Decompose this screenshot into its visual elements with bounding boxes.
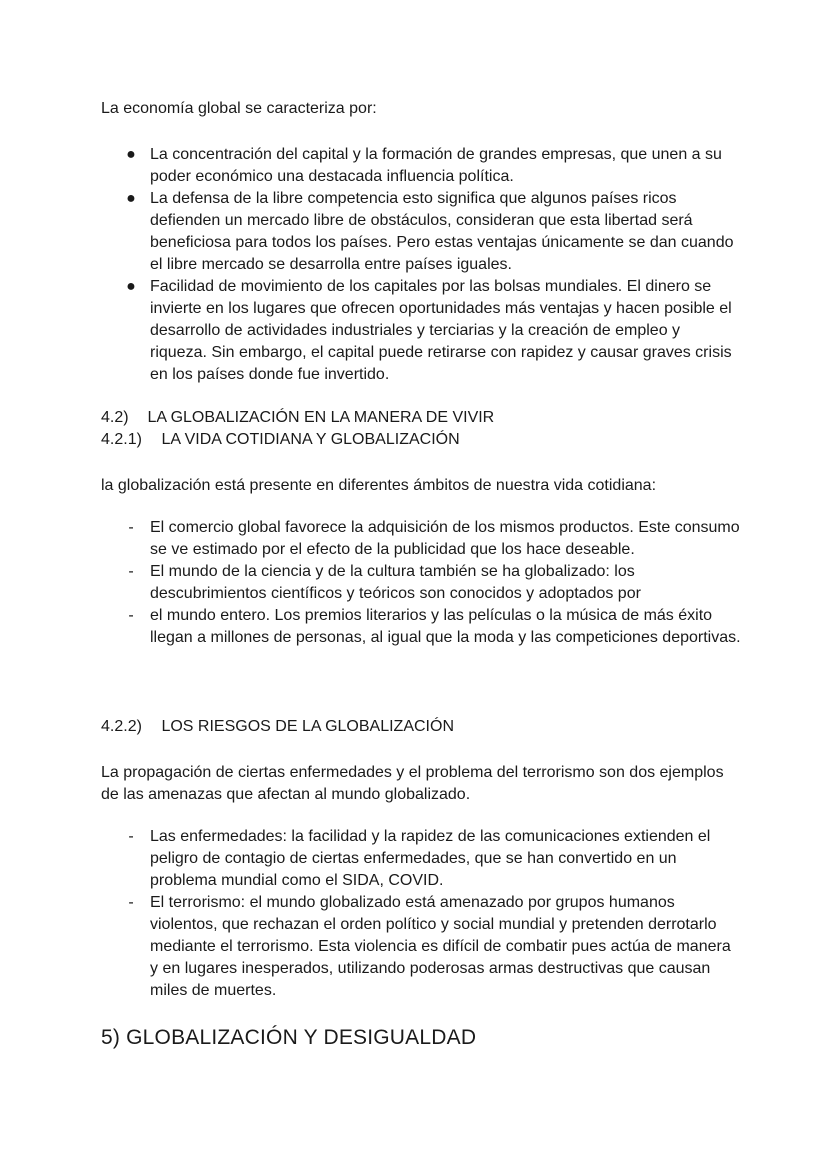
list-item (101, 605, 741, 649)
list-item-text: El mundo de la ciencia y de la cultura también se ha globalizado: los descubrimientos científicos y teóricos son conocidos y adoptados por (150, 563, 641, 602)
list-item (101, 517, 741, 561)
list-item-text: Las enfermedades: la facilidad y la rapidez de las comunicaciones extienden el peligro de contagio de ciertas enfermedades, que se han convertido en un problema mundial como el SIDA, COVID. (150, 828, 711, 889)
list-item (101, 561, 741, 605)
dash-marker: - (128, 607, 134, 624)
section-title: LOS RIESGOS DE LA GLOBALIZACIÓN (161, 718, 454, 735)
section-heading-4-2-1 (101, 429, 460, 451)
section-number: 4.2) (101, 409, 129, 426)
dash-marker: - (128, 519, 134, 536)
list-item-text: El terrorismo: el mundo globalizado está amenazado por grupos humanos violentos, que rechazan el orden político y social mundial y pretenden derrotarlo mediante el terrorismo. Esta violencia es difícil de combatir pues actúa de manera y en lugares inesperados, utilizando poderosas armas destructivas que causan miles de muertes. (150, 894, 731, 999)
bullet-marker: ● (126, 190, 136, 207)
dash-marker: - (128, 894, 134, 911)
list-item (101, 826, 741, 892)
list-item (101, 188, 741, 276)
section-number: 4.2.2) (101, 718, 142, 735)
bullet-list-economy (101, 144, 741, 386)
list-item (101, 276, 741, 386)
daily-life-paragraph: la globalización está presente en diferentes ámbitos de nuestra vida cotidiana: (101, 477, 657, 494)
list-item-text: El comercio global favorece la adquisición de los mismos productos. Este consumo se ve estimado por el efecto de la publicidad que los hace deseable. (150, 519, 740, 558)
list-item-text: La defensa de la libre competencia esto significa que algunos países ricos defienden un mercado libre de obstáculos, consideran que esta libertad será beneficiosa para todos los países. Pero estas ventajas únicamente se dan cuando el libre mercado se desarrolla entre países iguales. (150, 190, 734, 273)
list-item-text: el mundo entero. Los premios literarios y las películas o la música de más éxito llegan a millones de personas, al igual que la moda y las competiciones deportivas. (150, 607, 741, 646)
bullet-marker: ● (126, 146, 136, 163)
dash-marker: - (128, 828, 134, 845)
bullet-marker: ● (126, 278, 136, 295)
section-title: LA VIDA COTIDIANA Y GLOBALIZACIÓN (161, 431, 460, 448)
section-heading-4-2 (101, 407, 494, 429)
dash-list-daily-life (101, 517, 741, 649)
list-item-text: La concentración del capital y la formación de grandes empresas, que unen a su poder económico una destacada influencia política. (150, 146, 722, 185)
dash-marker: - (128, 563, 134, 580)
risks-paragraph: La propagación de ciertas enfermedades y el problema del terrorismo son dos ejemplos de las amenazas que afectan al mundo globalizado. (101, 764, 724, 803)
dash-list-risks (101, 826, 741, 1002)
section-title: LA GLOBALIZACIÓN EN LA MANERA DE VIVIR (147, 409, 495, 426)
section-heading-5 (101, 1024, 476, 1052)
list-item (101, 144, 741, 188)
section-number: 4.2.1) (101, 431, 142, 448)
section-number: 5) (101, 1026, 121, 1049)
intro-paragraph: La economía global se caracteriza por: (101, 100, 377, 117)
section-heading-4-2-2 (101, 716, 454, 738)
list-item (101, 892, 741, 1002)
list-item-text: Facilidad de movimiento de los capitales por las bolsas mundiales. El dinero se invierte en los lugares que ofrecen oportunidades más ventajas y hacen posible el desarrollo de actividades industriales y terciarias y la creación de empleo y riqueza. Sin embargo, el capital puede retirarse con rapidez y causar graves crisis en los países donde fue invertido. (150, 278, 732, 383)
section-title: GLOBALIZACIÓN Y DESIGUALDAD (126, 1026, 477, 1049)
